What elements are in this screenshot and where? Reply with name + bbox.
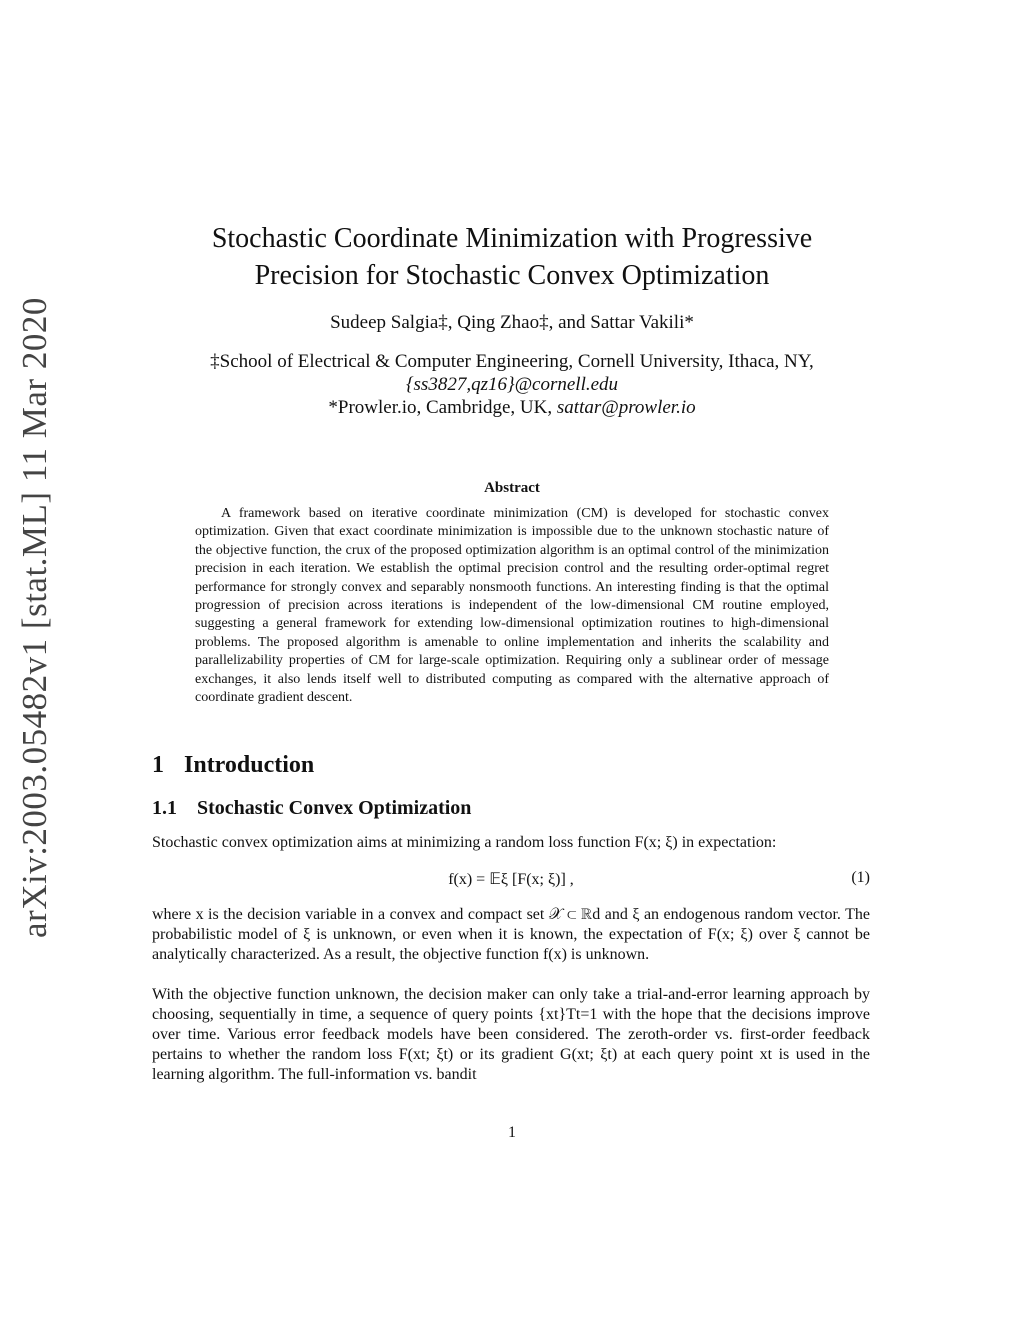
title-line-1: Stochastic Coordinate Minimization with Progressive [211, 223, 813, 254]
paragraph-3: With the objective function unknown, the decision maker can only take a trial-and-error learning approach by choosing, sequentially in time, a sequence of query points {xt}Tt=1 with the hope that the decisions improve over time. Various error feedback models have been considered. The zeroth-order vs. first-order feedback pertains to whether the random loss F(xt; ξt) or its gradient G(xt; ξt) at each query point xt is used in the learning algorithm. The full-information vs. bandit [152, 986, 870, 1083]
affiliation-prowler-email: sattar@prowler.io [556, 397, 696, 418]
affiliation-cornell-email: {ss3827,qz16}@cornell.edu [405, 374, 619, 395]
paper-title [150, 220, 874, 294]
author-list: Sudeep Salgia‡, Qing Zhao‡, and Sattar Vakili* [330, 312, 694, 333]
affiliation-cornell: ‡School of Electrical & Computer Engineering, Cornell University, Ithaca, NY, [210, 351, 814, 372]
page-number: 1 [508, 1124, 516, 1141]
subsection-number: 1.1 [152, 797, 177, 819]
section-title: Introduction [184, 752, 315, 778]
equation-expression: f(x) = 𝔼ξ [F(x; ξ)] , [448, 871, 574, 888]
subsection-heading [152, 797, 471, 820]
section-number: 1 [152, 752, 164, 778]
title-line-2: Precision for Stochastic Convex Optimization [254, 260, 770, 291]
section-heading [152, 752, 314, 779]
subsection-title: Stochastic Convex Optimization [197, 797, 472, 819]
affiliations [150, 350, 874, 419]
affiliation-prowler-text: *Prowler.io, Cambridge, UK, [328, 397, 553, 418]
paragraph-2: where x is the decision variable in a convex and compact set 𝒳 ⊂ ℝd and ξ an endogenous random vector. The probabilistic model of ξ is unknown, or even when it is known, the expectation of F(x; ξ) over ξ cannot be analytically characterized. As a result, the objective function f(x) is unknown. [152, 906, 870, 963]
abstract-heading: Abstract [484, 480, 540, 496]
abstract-body: A framework based on iterative coordinate minimization (CM) is developed for stochastic convex optimization. Given that exact coordinate minimization is impossible due to the unknown stochastic nature of the objective function, the crux of the proposed optimization algorithm is an optimal control of the minimization precision in each iteration. We establish the optimal precision control and the resulting order-optimal regret performance for strongly convex and separably nonsmooth functions. An interesting finding is that the optimal progression of precision across iterations is independent of the low-dimensional CM routine employed, suggesting a general framework for extending low-dimensional optimization routines to high-dimensional problems. The proposed algorithm is amenable to online implementation and inherits the scalability and parallelizability properties of CM for large-scale optimization. Requiring only a sublinear order of message exchanges, it also lends itself well to distributed computing as compared with the alternative approach of coordinate gradient descent. [195, 506, 829, 706]
equation-number: (1) [851, 869, 870, 886]
affiliation-prowler [150, 396, 874, 419]
paragraph-1: Stochastic convex optimization aims at minimizing a random loss function F(x; ξ) in expectation: [152, 834, 777, 851]
arxiv-identifier: arXiv:2003.05482v1 [stat.ML] 11 Mar 2020 [15, 297, 54, 938]
